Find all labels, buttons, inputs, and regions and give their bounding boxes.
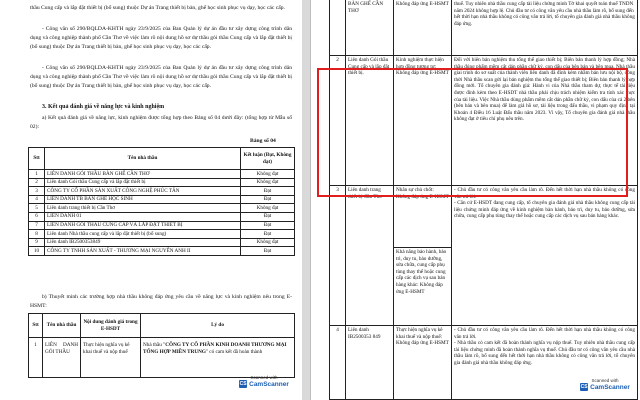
row-stt: 9 bbox=[29, 238, 45, 247]
paragraph-eval-intro: a) Kết quả đánh giá về năng lực, kinh nghiệm được tổng hợp theo Bảng số 04 dưới đây: (tổng hợp từ Mẫu số 02): bbox=[30, 115, 292, 130]
row-stt: 1 bbox=[29, 338, 43, 378]
reason-prefix: Nhà thầu " bbox=[143, 342, 166, 348]
table-row bbox=[29, 221, 295, 230]
camscanner-name: CamScanner bbox=[249, 380, 289, 388]
row-stt: 7 bbox=[29, 221, 45, 230]
row-stt: 5 bbox=[29, 204, 45, 213]
red-highlight-box bbox=[317, 68, 628, 197]
row-contractor: BÀN GHẾ CẦN THƠ bbox=[346, 0, 394, 56]
row-result: Không đạt bbox=[241, 170, 295, 179]
row-contractor: LIÊN DANH GÓI THẦU BÀN GHẾ CẦN THƠ bbox=[45, 170, 241, 179]
reason-company: CÔNG TY CỔ PHẦN KINH DOANH THƯƠNG MẠI TỔNG HỢP MIỀN TRUNG bbox=[143, 342, 287, 355]
row-contractor: Liên danh trang thiết bị Cần Thơ bbox=[346, 186, 394, 326]
row-stt: 6 bbox=[29, 212, 45, 221]
table-header-row bbox=[29, 148, 295, 170]
row-contractor: LIÊN DANH 01 bbox=[45, 212, 241, 221]
paragraph-cv-2: - Công văn số 290/BQLDA-KHTH ngày 23/9/2025 của Ban Quản lý dự án đầu tư xây dựng công trình dân dụng và công nghiệp thành phố Cần Thơ về việc làm rõ nội dung hồ sơ dự thầu gói thầu Cung cấp và lắp đặt thiết bị (bổ sung) thuộc Dự án Trang thiết bị bàn, ghế học sinh phục vụ dạy, học các cấp. bbox=[30, 65, 292, 89]
scanned-with-text: Scanned with bbox=[250, 375, 278, 380]
table-row bbox=[29, 230, 295, 239]
row-contractor: Liên danh IB2500353849 bbox=[45, 238, 241, 247]
camscanner-name: CamScanner bbox=[590, 383, 630, 391]
row-result: Đạt bbox=[241, 187, 295, 196]
row-content: Khả năng bảo hành, bảo trì, duy tu, bảo dưỡng, sửa chữa, cung cấp phụ tùng thay thế hoặc cung cấp các dịch vụ sau bán hàng khác: Không đáp ứng E-HSMT bbox=[394, 248, 452, 326]
table2-header-row bbox=[29, 314, 295, 338]
camscanner-brand bbox=[579, 383, 631, 391]
table-row bbox=[29, 178, 295, 187]
row-contractor: Liên danh trang thiết bị Cần Thơ bbox=[45, 204, 241, 213]
header-stt: Stt bbox=[29, 314, 43, 338]
left-document-page bbox=[0, 0, 302, 400]
table-row bbox=[29, 204, 295, 213]
row-result: Không đạt bbox=[241, 204, 295, 213]
row-result: Đạt bbox=[241, 195, 295, 204]
row-content: Không đáp ứng E-HSMT bbox=[394, 0, 452, 56]
row-contractor: LIÊN DANH TB BÀN GHẾ HỌC SINH bbox=[45, 195, 241, 204]
row-result: Đạt bbox=[241, 230, 295, 239]
row-result: Không đạt bbox=[241, 238, 295, 247]
row-contractor: Liên danh IB2500353 849 bbox=[346, 326, 394, 400]
table-caption: Bảng số 04 bbox=[250, 138, 276, 144]
table-row bbox=[29, 338, 295, 378]
row-stt: 2 bbox=[330, 56, 346, 186]
non-compliance-table bbox=[28, 313, 295, 378]
row-stt bbox=[330, 0, 346, 56]
header-stt: Stt bbox=[29, 148, 45, 170]
row-contractor: CÔNG TY TNHH SẢN XUẤT - THƯƠNG MẠI NGUYỄN ANH II bbox=[45, 247, 241, 256]
row-reason: - Chủ đầu tư có công văn yêu cầu làm rõ. Đến hết thời hạn nhà thầu không có công văn trả lời. - Căn cứ E-HSDT đang cung cấp, tổ chuyên gia đánh giá nhà thầu không cung cấp tài liệu chứng minh đáp ứng về kinh nghiệm bàn hành, bảo trì, duy tu, bảo dưỡng, sửa chữa, cung cấp phụ tùng thay thế hoặc cung cấp các dịch vụ sau bán hàng khác. bbox=[452, 186, 638, 326]
paragraph-explanation: b) Thuyết minh các trường hợp nhà thầu không đáp ứng yêu cầu về năng lực và kinh nghiệm nêu trong E-HSMT: bbox=[30, 294, 292, 309]
row-stt: 3 bbox=[29, 187, 45, 196]
non-compliance-table-continued bbox=[329, 0, 638, 400]
row-result: Đạt bbox=[241, 221, 295, 230]
evaluation-result-table bbox=[28, 147, 295, 256]
row-result: Đạt bbox=[241, 247, 295, 256]
camscanner-logo-icon: CS bbox=[580, 384, 588, 390]
reason-suffix: " có cam kết đã hoàn thành bbox=[205, 348, 263, 355]
table-row bbox=[29, 195, 295, 204]
row-content: Kinh nghiệm thực hiện hợp đồng tương tự: Không đáp ứng E-HSMT bbox=[394, 56, 452, 186]
row-contractor: Liên danh Gói thầu Cung cấp và lắp đặt thiết bị. bbox=[346, 56, 394, 186]
row-content: Thực hiện nghĩa vụ kê khai thuế và nộp thuế: Không đáp ứng E-HSMT bbox=[394, 326, 452, 400]
row-stt: 2 bbox=[29, 178, 45, 187]
camscanner-watermark-left bbox=[238, 375, 290, 395]
row-contractor: Liên danh Nhà thầu cung cấp và lắp đặt thiết bị (bổ sung) bbox=[45, 230, 241, 239]
camscanner-watermark-right bbox=[579, 378, 631, 398]
table-row bbox=[29, 247, 295, 256]
row-contractor: Liên danh Gói thầu Cung cấp và lắp đặt thiết bị bbox=[45, 178, 241, 187]
camscanner-logo-icon: CS bbox=[239, 381, 247, 387]
row-stt: 3 bbox=[330, 186, 346, 326]
row-result: Không đạt bbox=[241, 178, 295, 187]
row-content: Thực hiện nghĩa vụ kê khai thuế và nộp thuế bbox=[81, 338, 141, 378]
table-row bbox=[29, 238, 295, 247]
row-reason bbox=[141, 338, 295, 378]
row-stt: 4 bbox=[330, 326, 346, 400]
row-reason: thuế. Tuy nhiên nhà thầu cung cấp tài liệu chứng minh Tờ khai quyết toán thuế TNDN năm 2024 không hợp lệ. Chủ đầu tư có công văn yêu cầu nhà thầu làm rõ, bổ sung đến hết thời hạn nhà thầu không có công văn trả lời, tổ chuyên gia đánh giá nhà thầu không đáp ứng. bbox=[452, 0, 638, 56]
row-stt: 4 bbox=[29, 195, 45, 204]
table-row bbox=[29, 187, 295, 196]
right-document-page bbox=[310, 0, 640, 400]
header-content: Nội dung đánh giá trong E-HSDT bbox=[81, 314, 141, 338]
row-contractor: CÔNG TY CỔ PHẦN SẢN XUẤT CÔNG NGHỆ PHÚC TÂN bbox=[45, 187, 241, 196]
row-reason: Đối với biên bản nghiệm thu tổng thể giao thiết bị; Biên bản thanh lý hợp đồng; Nhà thầu đúng phẩm mềm cắt dán phần chữ ký, con dấu của bên bán và bên mua. Nhà thầu giai trình do sơ suất của thành viên liên danh đã đính kèm nhầm bản lưu nội bộ, đồng thời Nhà thầu scan gửi lại bản nghiệm thu tổng thể giao thiết bị; Biên bản thanh lý hợp đồng mới. Tổ chuyên gia đánh giá: Hành vi của Nhà thầu tham dự, thực tế tài liệu được đính kèm theo E-HSDT nhà thầu phải chịu trách nhiệm kiểm tra tính xác thực của tài liệu. Việc Nhà thầu dùng phẩm mềm cắt dán phần chữ ký, con dấu của cả 2 bên (bên bán và bên mua) để làm giả hồ sơ, tài liệu trong đấu thầu, vi phạm quy định tại Khoản 4 Điều 16 Luật Đấu thầu năm 2023. Vì vậy, Tổ chuyên gia đánh giá nhà thầu không đạt ở tiêu chí phụ nêu trên. bbox=[452, 56, 638, 186]
row-result: Đạt bbox=[241, 212, 295, 221]
scanned-with-text: Scanned with bbox=[591, 378, 619, 383]
row-contractor: LIÊN DANH GÓI THẦU bbox=[43, 338, 81, 378]
paragraph-cv-1: - Công văn số 290/BQLDA-KHTH ngày 23/9/2025 của Ban Quản lý dự án đầu tư xây dựng công trình dân dụng và công nghiệp thành phố Cần Thơ về việc làm rõ nội dung hồ sơ dự thầu gói thầu Cung cấp và lắp đặt thiết bị (bổ sung) thuộc Dự án Trang thiết bị bàn, ghế học sinh phục vụ dạy, học các cấp. bbox=[30, 26, 292, 50]
row-stt: 8 bbox=[29, 230, 45, 239]
table-row bbox=[29, 170, 295, 179]
row-reason: - Chủ đầu tư có công văn yêu cầu làm rõ. Đến hết thời hạn nhà thầu không có công văn trả lời. - Nhà thầu có cam kết đã hoàn thành nghĩa vụ nộp thuế. Tuy nhiên nhà thầu cung cấp tài liệu chứng minh đã hoàn thành nghĩa vụ thuế. Chủ đầu tư có công văn yêu cầu nhà thầu làm rõ, bổ sung đến hết thời hạn nhà thầu không có công văn trả lời, tổ chuyên gia đánh giá nhà thầu không đáp ứng. bbox=[452, 326, 638, 400]
header-contractor: Tên nhà thầu bbox=[43, 314, 81, 338]
row-contractor: LIÊN DANH GÓI THẦU CUNG CẤP VÀ LẮP ĐẶT THIẾT BỊ bbox=[45, 221, 241, 230]
table-row bbox=[330, 0, 638, 56]
table-row bbox=[29, 212, 295, 221]
row-content: Nhân sự chủ chốt: Không đáp ứng E-HSMT bbox=[394, 186, 452, 248]
header-reason: Lý do bbox=[141, 314, 295, 338]
header-result: Kết luận (Đạt, Không đạt) bbox=[241, 148, 295, 170]
header-contractor: Tên nhà thầu bbox=[45, 148, 241, 170]
camscanner-brand bbox=[238, 380, 290, 388]
paragraph-intro: thầu Cung cấp và lắp đặt thiết bị (bổ sung) thuộc Dự án Trang thiết bị bàn, ghế học sinh phục vụ dạy, học các cấp. bbox=[30, 5, 285, 11]
row-stt: 10 bbox=[29, 247, 45, 256]
section-heading-3: 3. Kết quả đánh giá về năng lực và kinh nghiệm bbox=[42, 104, 165, 110]
row-stt: 1 bbox=[29, 170, 45, 179]
